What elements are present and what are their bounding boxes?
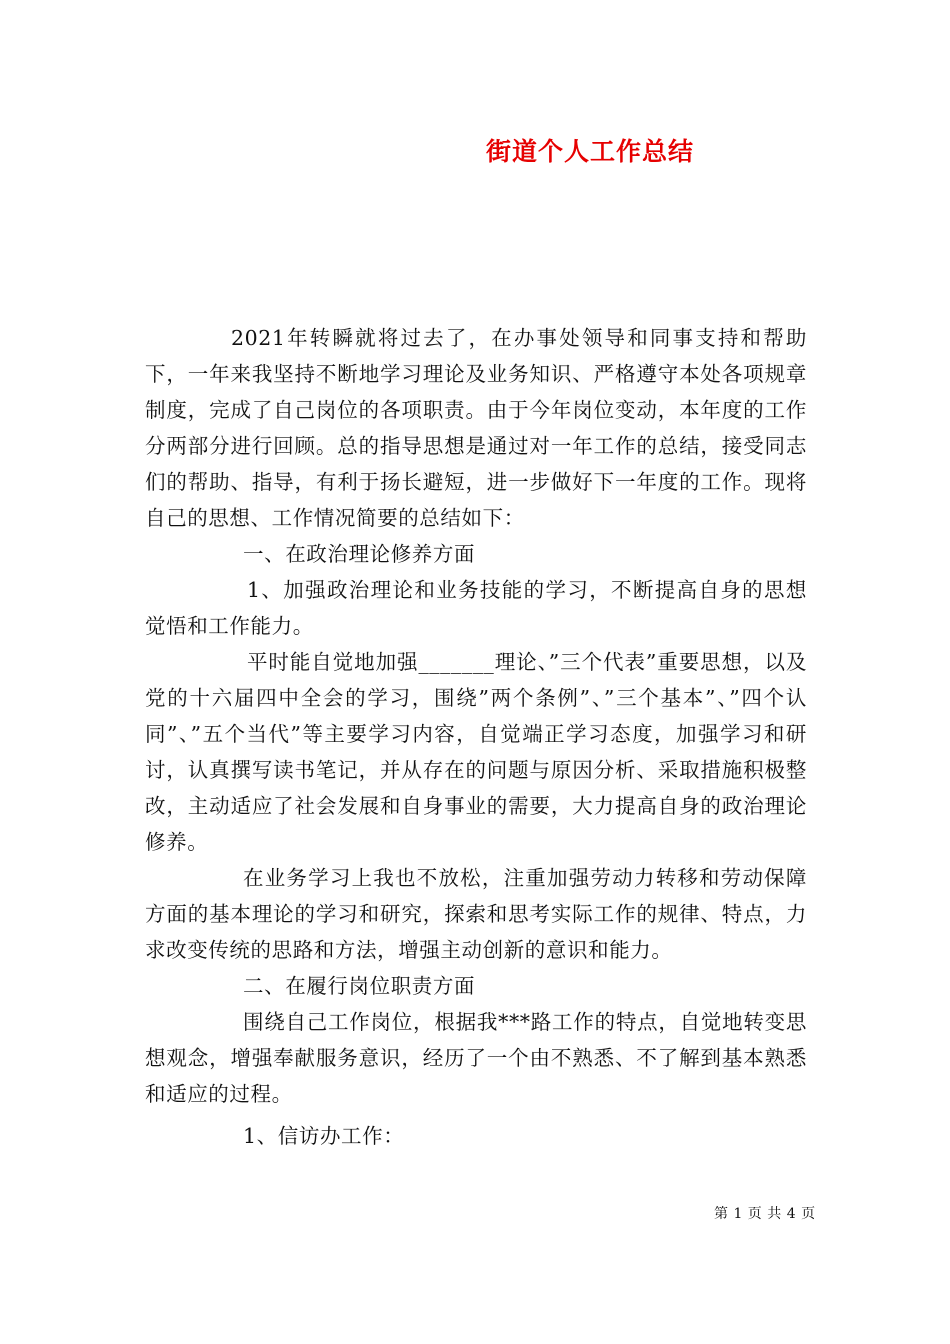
subsection-heading-petition: 1、信访办工作：: [243, 1124, 405, 1148]
section-heading-political: 一、在政治理论修养方面: [243, 542, 476, 566]
paragraph-business-study: 在业务学习上我也不放松，注重加强劳动力转移和劳动保障方面的基本理论的学习和研究，探索和思考实际工作的规律、特点，力求改变传统的思路和方法，增强主动创新的意识和能力。: [145, 866, 807, 962]
section-heading-duties: 二、在履行岗位职责方面: [243, 974, 476, 998]
paragraph-duties: 围绕自己工作岗位，根据我***路工作的特点，自觉地转变思想观念，增强奉献服务意识，经历了一个由不熟悉、不了解到基本熟悉和适应的过程。: [145, 1010, 807, 1106]
page-number: 第 1 页 共 4 页: [714, 1206, 816, 1222]
subsection-heading-study: 1、加强政治理论和业务技能的学习，不断提高自身的思想觉悟和工作能力。: [145, 578, 807, 638]
paragraph-theory-study: 平时能自觉地加强_______理论、”三个代表”重要思想，以及党的十六届四中全会的学习，围绕”两个条例”、”三个基本”、”四个认同”、”五个当代”等主要学习内容，自觉端正学习态度，加强学习和研讨，认真撰写读书笔记，并从存在的问题与原因分析、采取措施积极整改，主动适应了社会发展和自身事业的需要，大力提高自身的政治理论修养。: [145, 650, 807, 854]
document-body: [145, 320, 807, 1154]
paragraph-intro: 2021年转瞬就将过去了，在办事处领导和同事支持和帮助下，一年来我坚持不断地学习理论及业务知识、严格遵守本处各项规章制度，完成了自己岗位的各项职责。由于今年岗位变动，本年度的工作分两部分进行回顾。总的指导思想是通过对一年工作的总结，接受同志们的帮助、指导，有利于扬长避短，进一步做好下一年度的工作。现将自己的思想、工作情况简要的总结如下：: [145, 326, 807, 530]
document-title: 街道个人工作总结: [485, 137, 694, 166]
